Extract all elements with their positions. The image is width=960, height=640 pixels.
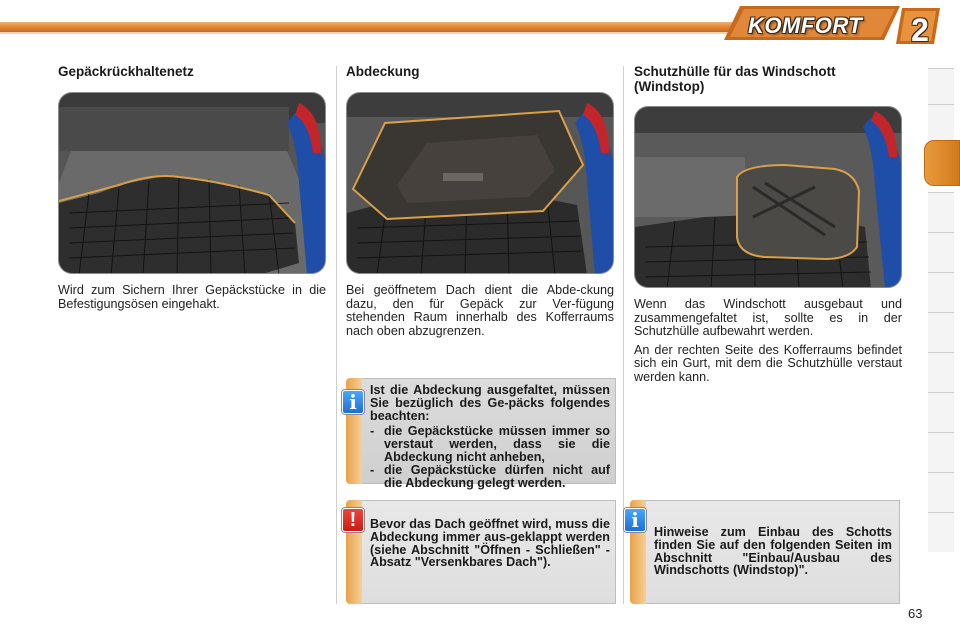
heading-windstop: Schutzhülle für das Windschott (Windstop) — [634, 64, 836, 94]
luggage-net-description: Wird zum Sichern Ihrer Gepäckstücke in die Befestigungsösen eingehakt. — [58, 283, 326, 311]
chapter-tabs — [928, 68, 960, 578]
chapter-tab[interactable] — [928, 352, 954, 392]
chapter-tab[interactable] — [928, 312, 954, 352]
windstop-description — [634, 298, 902, 390]
chapter-tab[interactable] — [928, 472, 954, 512]
warning-box-text: Bevor das Dach geöffnet wird, muss die Abdeckung immer aus-geklappt werden (siehe Abschnitt "Öffnen - Schließen" - Absatz "Versenkbares Dach"). — [370, 517, 610, 570]
chapter-tab[interactable] — [928, 272, 954, 312]
info-list-item — [370, 425, 610, 463]
chapter-tab[interactable] — [928, 512, 954, 552]
info-item-text: die Gepäckstücke müssen immer so verstaut werden, dass sie die Abdeckung nicht anheben, — [384, 424, 610, 464]
chapter-tab[interactable] — [928, 192, 954, 232]
chapter-tab[interactable] — [928, 68, 954, 108]
chapter-tab[interactable] — [928, 392, 954, 432]
chapter-tab[interactable] — [928, 104, 954, 144]
warning-icon: ! — [342, 508, 364, 532]
page-number: 63 — [908, 606, 923, 621]
heading-luggage-net: Gepäckrückhaltenetz — [58, 64, 194, 79]
list-dash: - — [370, 462, 375, 477]
info-item-text: die Gepäckstücke dürfen nicht auf die Abdeckung gelegt werden. — [384, 462, 610, 490]
heading-cover: Abdeckung — [346, 64, 420, 79]
chapter-tab[interactable] — [928, 432, 954, 472]
column-divider — [336, 66, 337, 604]
windstop-paragraph: Wenn das Windschott ausgebaut und zusammengefaltet ist, sollte es in der Schutzhülle aufbewahrt werden. — [634, 297, 902, 339]
info-box-cover-text — [370, 384, 610, 489]
windstop-cover-photo — [634, 106, 902, 288]
info-icon: i — [342, 390, 364, 414]
info-intro: Ist die Abdeckung ausgefaltet, müssen Sie bezüglich des Ge-päcks folgendes beachten: — [370, 383, 610, 423]
chapter-tab-active[interactable] — [924, 140, 960, 186]
info-box-windstop-text: Hinweise zum Einbau des Schotts finden Sie auf den folgenden Seiten im Abschnitt "Einbau/Ausbau des Windschotts (Windstop)". — [654, 525, 892, 578]
list-dash: - — [370, 424, 375, 439]
chapter-number: 2 — [911, 12, 929, 48]
cover-description: Bei geöffnetem Dach dient die Abde-ckung dazu, den für Gepäck zur Ver-fügung stehenden Raum innerhalb des Kofferraums nach oben abzugrenzen. — [346, 283, 614, 338]
chapter-tab[interactable] — [928, 232, 954, 272]
info-icon: i — [624, 508, 646, 532]
windstop-paragraph: An der rechten Seite des Kofferraums befindet sich ein Gurt, mit dem die Schutzhülle verstaut werden kann. — [634, 342, 902, 384]
info-list-item — [370, 464, 610, 490]
cover-photo — [346, 92, 614, 274]
luggage-net-photo — [58, 92, 326, 274]
chapter-title: KOMFORT — [748, 13, 863, 38]
